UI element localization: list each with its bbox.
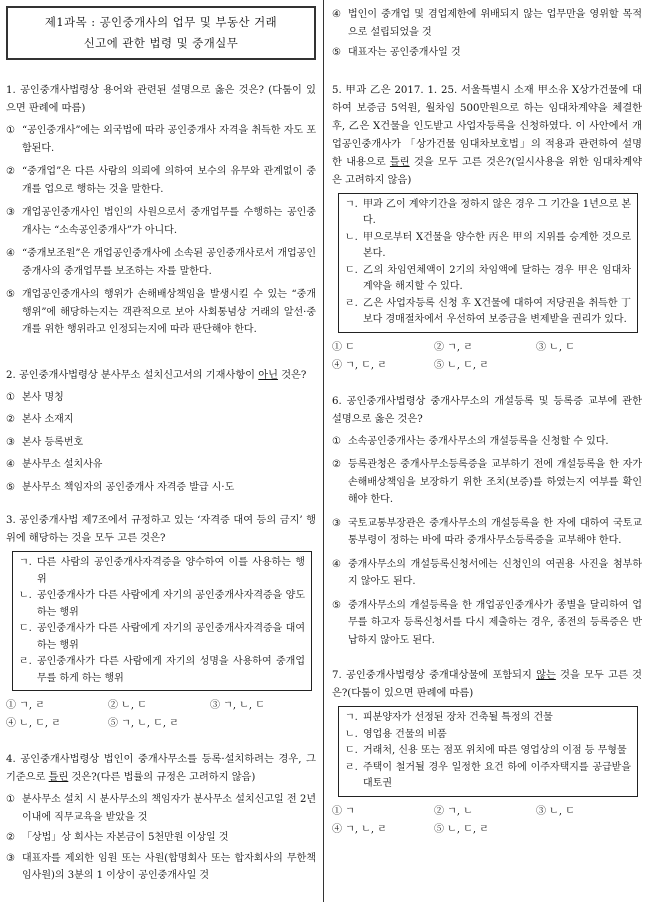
q7-answer-1[interactable]: ① ㄱ bbox=[332, 805, 355, 817]
q5-answer-2[interactable]: ② ㄱ, ㄹ bbox=[434, 341, 473, 353]
q7-answer-4[interactable]: ④ ㄱ, ㄴ, ㄹ bbox=[332, 823, 387, 835]
q5-box-item: ㄹ. 乙은 사업자등록 신청 후 X건물에 대하여 저당권을 취득한 丁보다 경매절차에서 우선하여 보증금을 변제받을 권리가 있다. bbox=[345, 297, 631, 325]
question-3 bbox=[6, 512, 316, 733]
subject-title-box bbox=[6, 6, 316, 60]
q3-answer-5[interactable]: ⑤ ㄱ, ㄴ, ㄷ, ㄹ bbox=[108, 718, 179, 729]
column-divider bbox=[323, 0, 324, 902]
q5-box-item: ㄴ. 甲으로부터 X건물을 양수한 丙은 甲의 지위를 승계한 것으로 본다. bbox=[345, 231, 631, 259]
q5-answer-5[interactable]: ⑤ ㄴ, ㄷ, ㄹ bbox=[434, 359, 489, 371]
question-7 bbox=[332, 667, 642, 839]
subject-title-line2: 신고에 관한 법령 및 중개실무 bbox=[83, 36, 239, 50]
q6-option-5[interactable]: ⑤ 중개사무소의 개설등록을 한 개업공인중개사가 종별을 달리하여 업무를 하고자 등록신청서를 다시 제출하는 경우, 종전의 등록증은 반납하지 않아도 된다. bbox=[332, 599, 642, 646]
q4-option-1[interactable]: ① 분사무소 설치 시 분사무소의 책임자가 분사무소 설치신고일 전 2년 이내에 직무교육을 받았을 것 bbox=[6, 794, 316, 823]
question-5 bbox=[332, 82, 642, 375]
q2-option-5[interactable]: ⑤ 분사무소 책임자의 공인중개사 자격증 발급 시·도 bbox=[6, 481, 235, 493]
q7-box-item: ㄹ. 주택이 철거될 경우 일정한 요건 하에 이주자택지를 공급받을 대토권 bbox=[345, 761, 631, 789]
q3-box-item: ㄹ. 공인중개사가 다른 사람에게 자기의 성명을 사용하여 중개업무를 하게 하는 행위 bbox=[19, 656, 305, 684]
question-3-stem: 3. 공인중개사법 제7조에서 규정하고 있는 ‘자격증 대여 등의 금지’ 행위에 해당하는 것을 모두 고른 것은? bbox=[6, 515, 316, 544]
question-7-stem: 7. 공인중개사법령상 중개대상물에 포함되지 않는 것을 모두 고른 것은?(다툼이 있으면 판례에 따름) bbox=[332, 670, 642, 699]
q3-box-item: ㄷ. 공인중개사가 다른 사람에게 자기의 공인중개사자격증을 대여하는 행위 bbox=[19, 623, 305, 651]
question-1-stem: 1. 공인중개사법령상 용어와 관련된 설명으로 옳은 것은? (다툼이 있으면 판례에 따름) bbox=[6, 85, 316, 114]
question-4-continued bbox=[332, 6, 642, 62]
q3-choice-box bbox=[12, 551, 312, 691]
q5-box-item: ㄱ. 甲과 乙이 계약기간을 정하지 않은 경우 그 기간을 1년으로 본다. bbox=[345, 198, 631, 226]
question-4 bbox=[6, 751, 316, 885]
q2-option-3[interactable]: ③ 본사 등록번호 bbox=[6, 436, 84, 448]
left-column bbox=[6, 0, 316, 885]
subject-title-line1: 제1과목 : 공인중개사의 업무 및 부동산 거래 bbox=[44, 15, 278, 29]
q4-option-3[interactable]: ③ 대표자를 제외한 임원 또는 사원(합명회사 또는 합자회사의 무한책임사원)의 3분의 1 이상이 공인중개사일 것 bbox=[6, 852, 316, 881]
q7-box-item: ㄴ. 영업용 건물의 비품 bbox=[345, 728, 447, 740]
q4-option-4[interactable]: ④ 법인이 중개업 및 겸업제한에 위배되지 않는 업무만을 영위할 목적으로 설립되었을 것 bbox=[332, 9, 642, 38]
q6-option-1[interactable]: ① 소속공인중개사는 중개사무소의 개설등록을 신청할 수 있다. bbox=[332, 435, 609, 447]
q7-box-item: ㄷ. 거래처, 신용 또는 점포 위치에 따른 영업상의 이점 등 무형물 bbox=[345, 745, 627, 756]
q2-option-1[interactable]: ① 본사 명칭 bbox=[6, 391, 64, 403]
q1-option-5[interactable]: ⑤ 개업공인중개사의 행위가 손해배상책임을 발생시킬 수 있는 “중개행위”에 해당하는지는 객관적으로 보아 사회통념상 거래의 알선·중개를 위한 행위라고 인정되는지에 따라 판단해야 한다. bbox=[6, 289, 316, 335]
q2-option-4[interactable]: ④ 분사무소 설치사유 bbox=[6, 459, 103, 470]
question-4-stem: 4. 공인중개사법령상 법인이 중개사무소를 등록·설치하려는 경우, 그 기준으로 틀린 것은?(다른 법률의 규정은 고려하지 않음) bbox=[6, 754, 316, 783]
q3-box-item: ㄴ. 공인중개사가 다른 사람에게 자기의 공인중개사자격증을 양도하는 행위 bbox=[19, 590, 305, 618]
q4-option-2[interactable]: ② 「상법」상 회사는 자본금이 5천만원 이상일 것 bbox=[6, 832, 229, 843]
q1-option-4[interactable]: ④ “중개보조원”은 개업공인중개사에 소속된 공인중개사로서 개업공인중개사의 중개업무를 보조하는 자를 말한다. bbox=[6, 248, 316, 277]
q3-answer-4[interactable]: ④ ㄴ, ㄷ, ㄹ bbox=[6, 718, 61, 729]
question-6-stem: 6. 공인중개사법령상 중개사무소의 개설등록 및 등록증 교부에 관한 설명으로 옳은 것은? bbox=[332, 395, 642, 425]
q7-answer-options bbox=[332, 803, 642, 839]
question-1 bbox=[6, 82, 316, 339]
q1-option-3[interactable]: ③ 개업공인중개사인 법인의 사원으로서 중개업무를 수행하는 공인중개사는 “소속공인중개사”가 아니다. bbox=[6, 207, 316, 236]
q7-answer-5[interactable]: ⑤ ㄴ, ㄷ, ㄹ bbox=[434, 823, 489, 835]
q7-answer-2[interactable]: ② ㄱ, ㄴ bbox=[434, 805, 473, 817]
q3-answer-2[interactable]: ② ㄴ, ㄷ bbox=[108, 700, 147, 711]
question-5-stem: 5. 甲과 乙은 2017. 1. 25. 서울특별시 소재 甲소유 X상가건물에 대하여 보증금 5억원, 월차임 500만원으로 하는 임대차계약을 체결한 후, 乙은 X건물을 인도받고 사업자등록을 신청하였다. 이 사안에서 개업공인중개사가 「상가건물 임대차보호법」의 적용과 관련하여 설명한 내용으로 틀린 것을 모두 고른 것은?(일시사용을 위한 임대차계약은 고려하지 않음) bbox=[332, 84, 642, 186]
q4-option-5[interactable]: ⑤ 대표자는 공인중개사일 것 bbox=[332, 47, 461, 58]
q1-option-1[interactable]: ① “공인중개사”에는 외국법에 따라 공인중개사 자격을 취득한 자도 포함된다. bbox=[6, 125, 316, 154]
q3-box-item: ㄱ. 다른 사람의 공인중개사자격증을 양수하여 이를 사용하는 행위 bbox=[19, 557, 305, 585]
q6-option-3[interactable]: ③ 국토교통부장관은 중개사무소의 개설등록을 한 자에 대하여 국토교통부령이 정하는 바에 따라 중개사무소등록증을 교부해야 한다. bbox=[332, 517, 642, 546]
q2-option-2[interactable]: ② 본사 소재지 bbox=[6, 414, 74, 425]
q5-choice-box bbox=[338, 193, 638, 333]
q6-option-4[interactable]: ④ 중개사무소의 개설등록신청서에는 신청인의 여권용 사진을 첨부하지 않아도 된다. bbox=[332, 558, 642, 587]
q3-answer-3[interactable]: ③ ㄱ, ㄴ, ㄷ bbox=[210, 700, 265, 711]
q5-answer-4[interactable]: ④ ㄱ, ㄷ, ㄹ bbox=[332, 359, 387, 371]
q3-answer-1[interactable]: ① ㄱ, ㄹ bbox=[6, 700, 45, 711]
q7-choice-box bbox=[338, 706, 638, 797]
q1-option-2[interactable]: ② “중개업”은 다른 사람의 의뢰에 의하여 보수의 유무와 관계없이 중개를 업으로 행하는 것을 말한다. bbox=[6, 166, 316, 195]
q5-answer-options bbox=[332, 339, 642, 375]
q5-answer-1[interactable]: ① ㄷ bbox=[332, 341, 355, 353]
right-column bbox=[332, 0, 642, 839]
q7-answer-3[interactable]: ③ ㄴ, ㄷ bbox=[536, 805, 575, 817]
q7-box-item: ㄱ. 피분양자가 선정된 장차 건축될 특정의 건물 bbox=[345, 712, 553, 723]
question-2-stem: 2. 공인중개사법령상 분사무소 설치신고서의 기재사항이 아닌 것은? bbox=[6, 369, 307, 381]
question-2 bbox=[6, 367, 316, 497]
q5-answer-3[interactable]: ③ ㄴ, ㄷ bbox=[536, 341, 575, 353]
q6-option-2[interactable]: ② 등록관청은 중개사무소등록증을 교부하기 전에 개설등록을 한 자가 손해배상책임을 보장하기 위한 조치(보증)를 하였는지 여부를 확인해야 한다. bbox=[332, 459, 642, 505]
question-6 bbox=[332, 393, 642, 650]
q5-box-item: ㄷ. 乙의 차임연체액이 2기의 차임액에 달하는 경우 甲은 임대차계약을 해지할 수 있다. bbox=[345, 264, 631, 292]
q3-answer-options bbox=[6, 697, 316, 733]
